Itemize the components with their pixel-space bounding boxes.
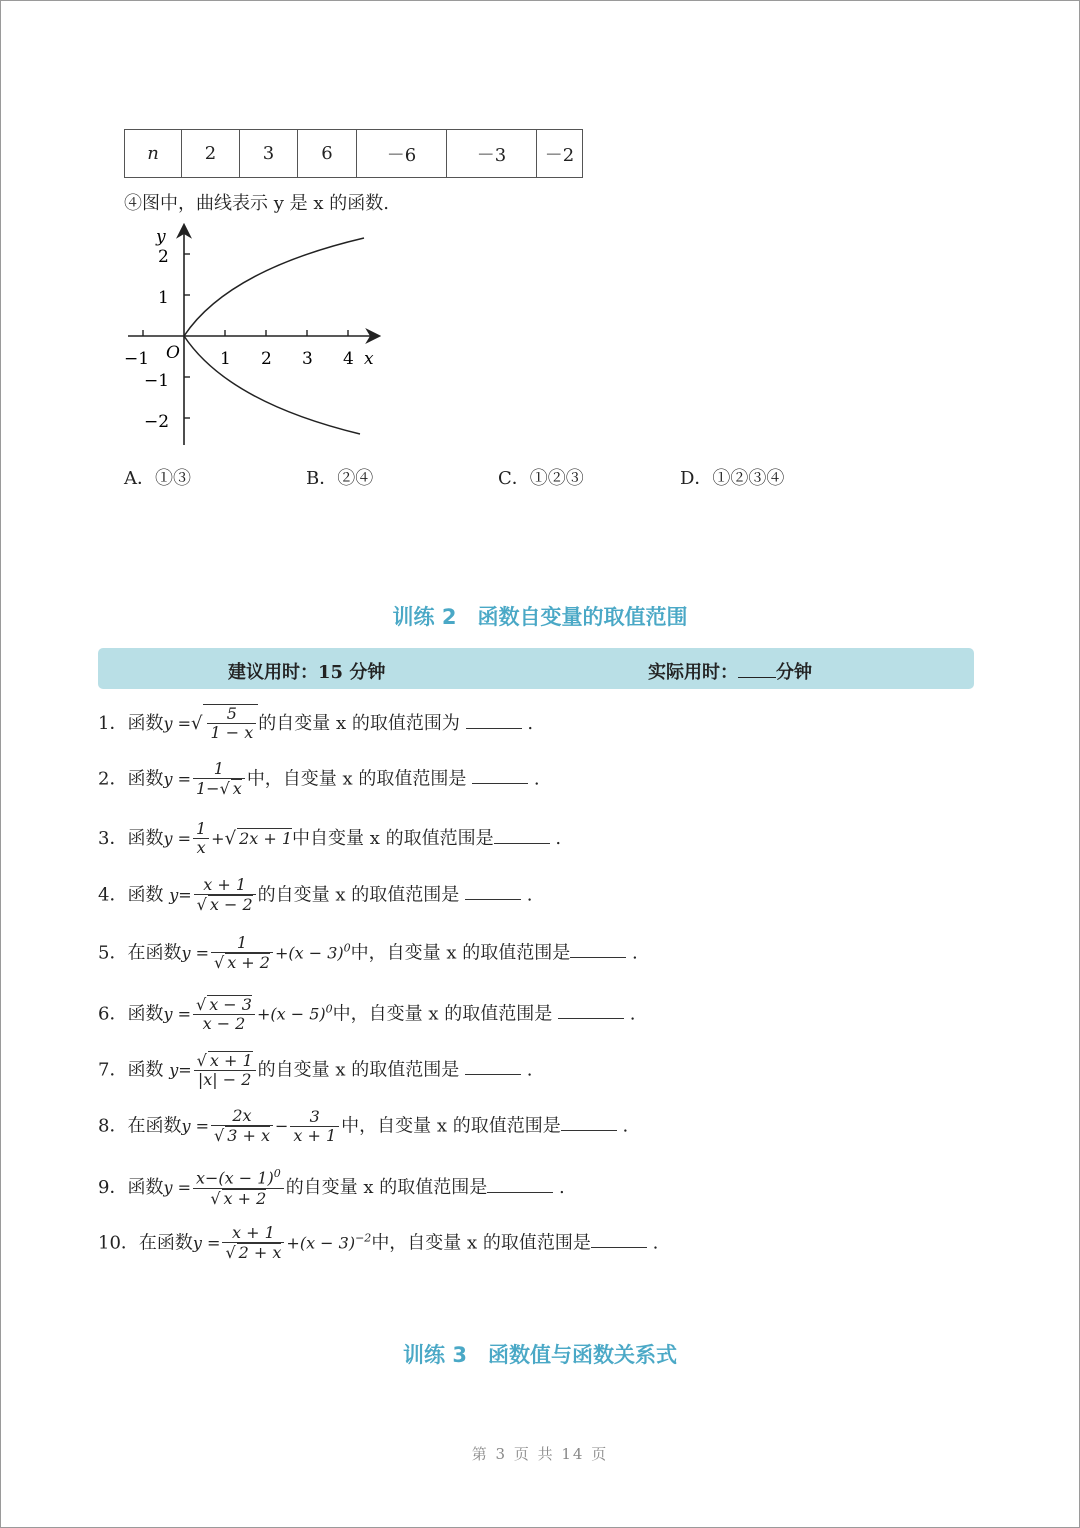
answer-blank[interactable] — [570, 941, 626, 958]
origin-label: O — [166, 343, 180, 363]
answer-blank[interactable] — [494, 827, 550, 844]
answer-blank[interactable] — [465, 1058, 521, 1075]
choice-b[interactable]: B．②④ — [306, 468, 374, 489]
section-3-title: 训练 3 函数值与函数关系式 — [403, 1343, 677, 1367]
table-row — [125, 130, 583, 178]
problem-1: 1．函数y =√ $\frac{5}{1 - x}$ 的自变量 x 的取值范围为 . — [98, 704, 534, 743]
x-tick-label: 2 — [261, 349, 272, 369]
y-tick-label: −2 — [144, 412, 170, 432]
parabola-graph — [118, 220, 388, 450]
table-cell: n — [125, 130, 182, 178]
problem-3: 3．函数y = $\frac{1}{x}$ +√ 2x + 1中自变量 x 的取值范围是 . — [98, 819, 562, 858]
answer-blank[interactable] — [487, 1176, 553, 1193]
actual-time-label: 实际用时： — [648, 662, 738, 683]
problem-10: 10．在函数y = $\frac{x + 1}{√ 2 + x}$ $+(x - 3)^{-2}$中，自变量 x 的取值范围是 . — [98, 1223, 659, 1263]
problem-9: 9．函数y = $\frac{x-(x - 1)^0}{√ x + 2}$ 的自变量 x 的取值范围是 . — [98, 1167, 565, 1208]
x-tick-label: 1 — [220, 349, 231, 369]
answer-blank[interactable] — [591, 1231, 647, 1248]
answer-blank[interactable] — [561, 1114, 617, 1131]
problem-2: 2．函数y = $\frac{1}{1-√ x}$ 中，自变量 x 的取值范围是 . — [98, 759, 540, 799]
actual-time — [648, 658, 812, 684]
suggested-time: 建议用时：15 分钟 — [228, 662, 386, 683]
table-cell: 6 — [298, 130, 357, 178]
x-tick-label: 4 — [343, 349, 354, 369]
section-2-title: 训练 2 函数自变量的取值范围 — [392, 605, 688, 629]
actual-time-blank[interactable] — [738, 661, 776, 678]
table-cell: －3 — [447, 130, 537, 178]
choice-d[interactable]: D．①②③④ — [680, 468, 785, 489]
problem-7: 7．函数 y= $\frac{√ x + 1}{|x| - 2}$ 的自变量 x 的取值范围是 . — [98, 1051, 533, 1090]
table-cell: 3 — [240, 130, 298, 178]
problem-4: 4．函数 y= $\frac{x + 1}{√ x - 2}$ 的自变量 x 的取值范围是 . — [98, 875, 533, 915]
y-tick-label: 1 — [158, 288, 169, 308]
choice-c[interactable]: C．①②③ — [498, 468, 584, 489]
problem-8: 8．在函数y = $\frac{2x}{√ 3 + x}$ − $\frac{3}{x + 1}$ 中，自变量 x 的取值范围是 . — [98, 1106, 629, 1146]
problem-5: 5．在函数y = $\frac{1}{√ x + 2}$ $+(x - 3)^0$中，自变量 x 的取值范围是 . — [98, 933, 638, 973]
answer-blank[interactable] — [466, 712, 522, 729]
actual-time-unit: 分钟 — [776, 662, 812, 683]
x-tick-label: −1 — [124, 349, 150, 369]
choice-a[interactable]: A．①③ — [124, 468, 191, 489]
statement-4: ④图中，曲线表示 y 是 x 的函数. — [124, 193, 389, 214]
answer-blank[interactable] — [465, 883, 521, 900]
time-bar — [98, 648, 974, 689]
x-axis-label: x — [364, 349, 374, 369]
y-axis-label: y — [156, 227, 166, 247]
table-cell: 2 — [182, 130, 240, 178]
table-cell: －6 — [357, 130, 447, 178]
table-cell: －2 — [537, 130, 583, 178]
answer-blank[interactable] — [558, 1002, 624, 1019]
page-footer: 第 3 页 共 14 页 — [471, 1445, 609, 1463]
answer-blank[interactable] — [472, 767, 528, 784]
x-tick-label: 3 — [302, 349, 313, 369]
y-tick-label: −1 — [144, 371, 170, 391]
problem-6: 6．函数y = $\frac{√ x - 3}{x - 2}$ $+(x - 5)^0$中，自变量 x 的取值范围是 . — [98, 995, 636, 1034]
y-tick-label: 2 — [158, 247, 169, 267]
n-value-table — [124, 129, 583, 178]
